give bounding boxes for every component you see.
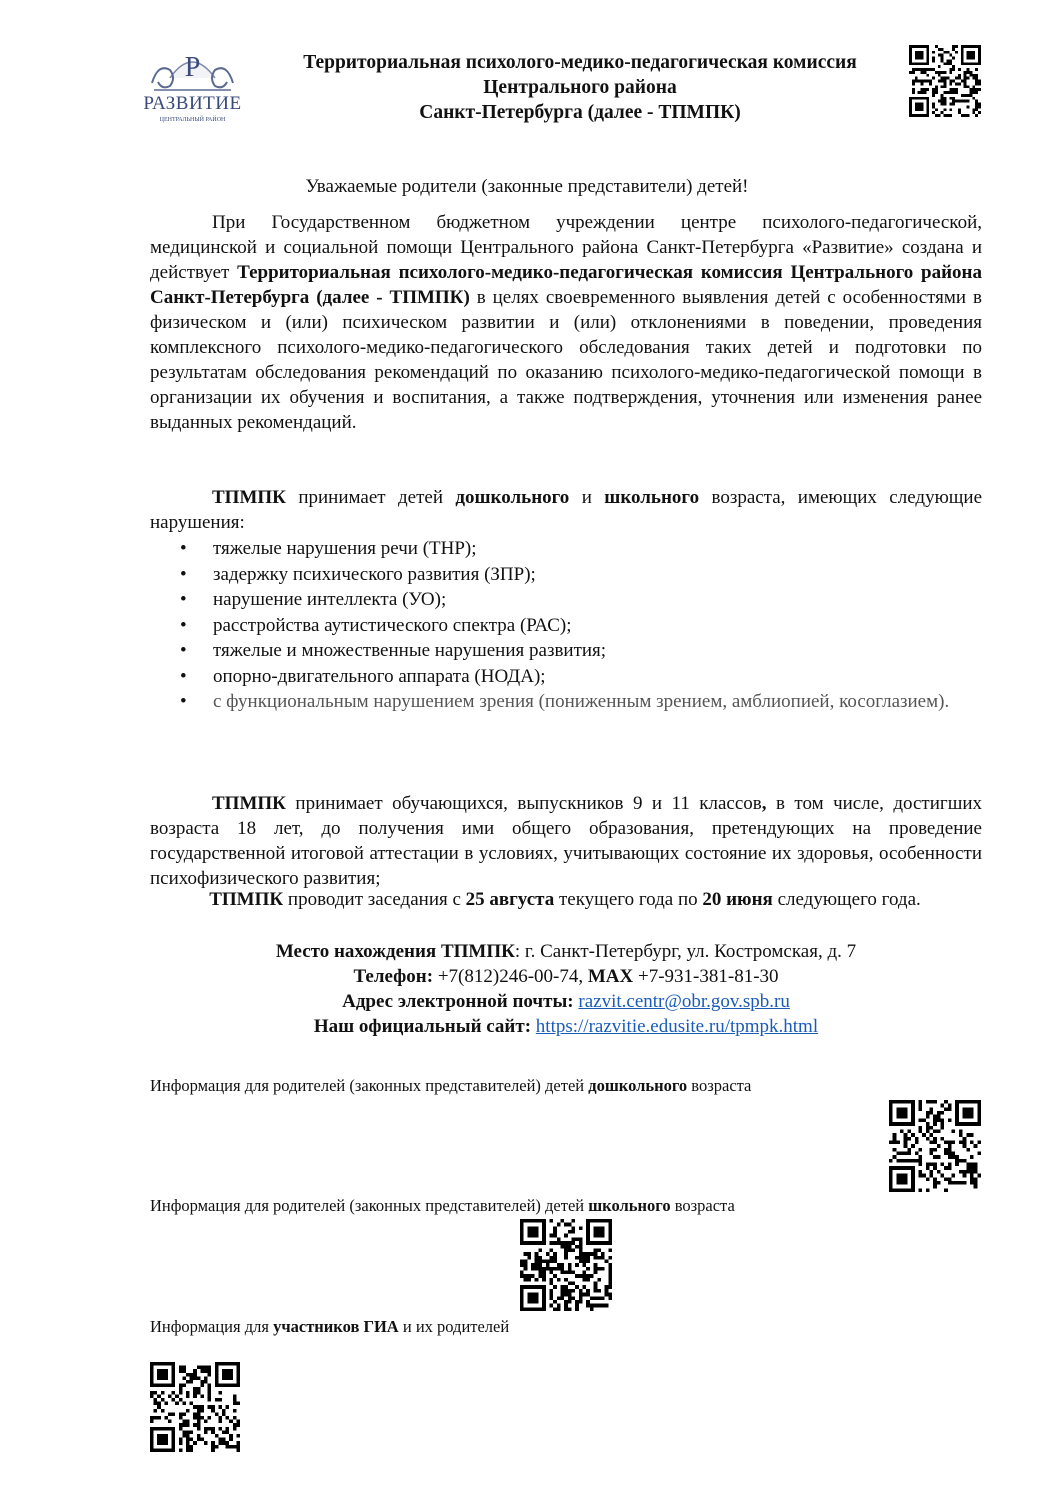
title-line: Территориальная психолого-медико-педагогическая комиссия xyxy=(303,52,857,73)
text: Информация для родителей (законных представителей) детей xyxy=(150,1196,589,1215)
text: проводит заседания с xyxy=(283,889,466,910)
list-item-text: тяжелые и множественные нарушения развития; xyxy=(213,640,607,661)
list-item-text: задержку психического развития (ЗПР); xyxy=(213,563,536,585)
max-label: МАХ xyxy=(587,966,634,987)
bullet-icon: • xyxy=(180,538,187,559)
disorders-list xyxy=(150,536,982,715)
greeting: Уважаемые родители (законные представители) детей! xyxy=(305,176,749,197)
intro-text-continued: в целях своевременного выявления детей с особенностями в физическом и (или) психическом развитии и (или) отклонениями в поведении, проведения комплексного психолого-медико-педагогического обследования таких детей и подготовки по результатам обследования рекомендаций по оказанию психолого-медико-педагогической помощи в организации их обучения и воспитания, а также подтверждения, уточнения или изменения ранее выданных рекомендаций. xyxy=(150,287,982,433)
phone-label: Телефон: xyxy=(353,966,434,987)
preschool-bold: дошкольного xyxy=(455,487,570,508)
tpmpk-bold: ТПМПК xyxy=(212,793,286,814)
start-date: 25 августа xyxy=(465,889,555,910)
text: следующего года. xyxy=(772,889,921,910)
qr-code-icon xyxy=(909,45,981,117)
logo-letter: P xyxy=(184,52,201,83)
bullet-icon: • xyxy=(180,563,187,585)
bullet-icon: • xyxy=(180,640,187,661)
bold-comma: , xyxy=(761,793,767,814)
razvitie-logo xyxy=(140,38,245,133)
email-line xyxy=(150,989,982,1014)
info-gia xyxy=(150,1317,509,1337)
bullet-icon: • xyxy=(180,691,187,712)
text: и их родителей xyxy=(398,1317,510,1336)
bullet-icon: • xyxy=(180,589,187,610)
location-value: : г. Санкт-Петербург, ул. Костромская, д. 7 xyxy=(514,941,857,962)
list-item xyxy=(150,664,982,690)
bullet-icon: • xyxy=(180,614,187,636)
qr-code-icon xyxy=(150,1362,240,1452)
tpmpk-bold: ТПМПК xyxy=(212,487,286,508)
contacts-block xyxy=(150,939,982,1039)
phone-line xyxy=(150,964,982,989)
location-line xyxy=(150,939,982,964)
list-item-text: опорно-двигательного аппарата (НОДА); xyxy=(213,665,546,687)
list-item xyxy=(150,562,982,588)
title-line: Санкт-Петербурга (далее - ТПМПК) xyxy=(419,102,741,123)
text: принимает детей xyxy=(285,487,456,508)
qr-code-gia[interactable] xyxy=(150,1362,240,1452)
website-line xyxy=(150,1014,982,1039)
text: возраста xyxy=(687,1076,752,1095)
bold-text: дошкольного xyxy=(588,1076,688,1095)
list-item xyxy=(150,536,982,562)
text: принимает обучающихся, выпускников 9 и 11 классов xyxy=(285,793,762,814)
list-item-text: нарушение интеллекта (УО); xyxy=(213,589,447,610)
email-label: Адрес электронной почты: xyxy=(342,991,574,1012)
logo-name: РАЗВИТИЕ xyxy=(143,93,242,114)
qr-code-icon xyxy=(889,1100,981,1192)
list-item-text: с функциональным нарушением зрения (пониженным зрением, амблиопией, косоглазием). xyxy=(213,691,950,712)
intro-text: При Государственном бюджетном учреждении центре психолого-педагогической, медицинской и социальной помощи Центрального района Санкт-Петербурга «Развитие» создана и действует xyxy=(150,212,982,283)
list-item-text: расстройства аутистического спектра (РАС); xyxy=(213,614,572,636)
school-bold: школьного xyxy=(604,487,700,508)
qr-code-header[interactable] xyxy=(909,45,981,117)
text: Информация для родителей (законных представителей) детей xyxy=(150,1076,589,1095)
text: текущего года по xyxy=(554,889,703,910)
tpmpk-bold: ТПМПК xyxy=(209,889,284,910)
text: возраста xyxy=(670,1196,735,1215)
end-date: 20 июня xyxy=(702,889,773,910)
qr-code-school[interactable] xyxy=(520,1219,612,1311)
title-line: Центрального района xyxy=(483,77,677,98)
graduates-paragraph xyxy=(150,791,982,891)
admission-paragraph xyxy=(150,485,982,535)
logo-subtitle: ЦЕНТРАЛЬНЫЙ РАЙОН xyxy=(159,117,226,123)
list-item xyxy=(150,613,982,639)
website-label: Наш официальный сайт: xyxy=(313,1016,532,1037)
list-item xyxy=(150,587,982,613)
list-item xyxy=(150,689,982,715)
list-item-text: тяжелые нарушения речи (ТНР); xyxy=(213,538,477,559)
website-link[interactable]: https://razvitie.edusite.ru/tpmpk.html xyxy=(535,1016,819,1037)
schedule-line xyxy=(0,889,1054,911)
page-title xyxy=(265,50,895,125)
bullet-icon: • xyxy=(180,665,187,687)
email-link[interactable]: razvit.centr@obr.gov.spb.ru xyxy=(578,991,790,1012)
max-value: +7-931-381-81-30 xyxy=(633,966,779,987)
text: в том числе, достигших возраста 18 лет, до получения ими общего образования, претендующих на проведение государственной итоговой аттестации в условиях, учитывающих состояние их здоровья, особенности психофизического развития; xyxy=(150,793,982,889)
list-item xyxy=(150,638,982,664)
text: и xyxy=(569,487,605,508)
location-label: Место нахождения ТПМПК xyxy=(275,941,515,962)
text: возраста, имеющих следующие нарушения: xyxy=(150,487,982,533)
bold-text: участников ГИА xyxy=(273,1317,399,1336)
info-school xyxy=(150,1196,735,1216)
text: Информация для xyxy=(150,1317,274,1336)
qr-code-preschool[interactable] xyxy=(889,1100,981,1192)
info-preschool xyxy=(150,1076,751,1096)
phone-value: +7(812)246-00-74, xyxy=(433,966,588,987)
intro-bold: Территориальная психолого-медико-педагогическая комиссия Центрального района Санкт-Петербурга (далее - ТПМПК) xyxy=(150,262,982,308)
bold-text: школьного xyxy=(588,1196,671,1215)
qr-code-icon xyxy=(520,1219,612,1311)
intro-paragraph xyxy=(150,210,982,435)
